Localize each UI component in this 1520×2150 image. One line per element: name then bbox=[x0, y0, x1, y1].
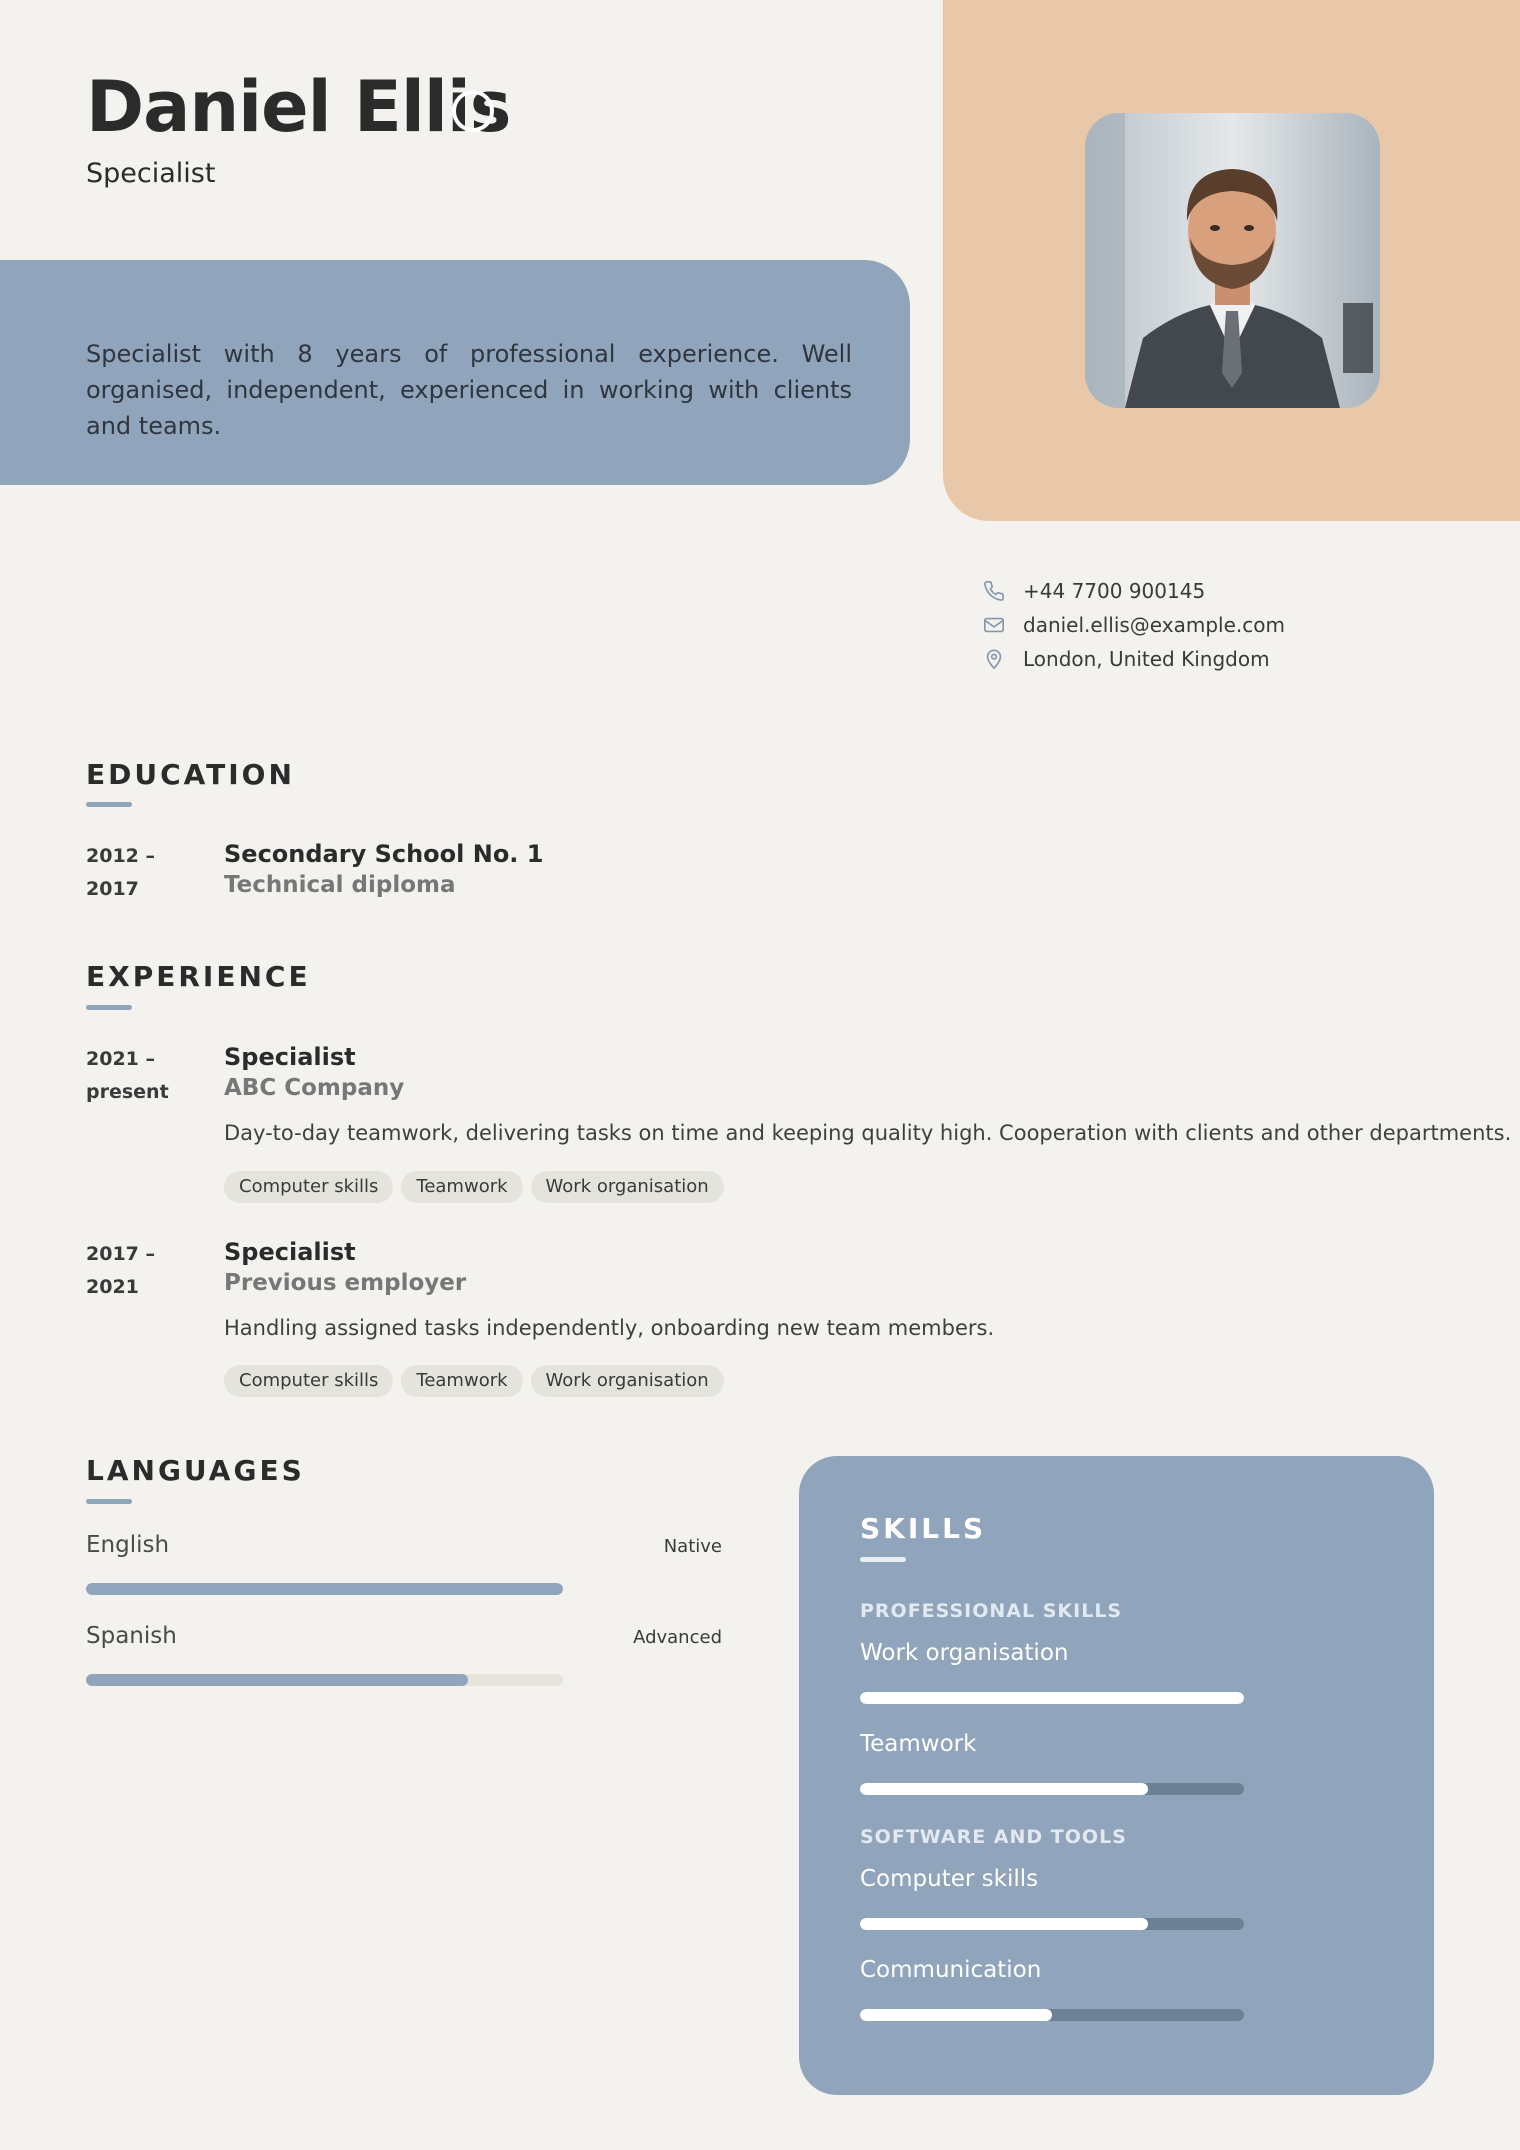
email-value[interactable]: daniel.ellis@example.com bbox=[1023, 613, 1285, 637]
candidate-name: Daniel Ellis bbox=[86, 66, 511, 148]
skill-bar bbox=[860, 1783, 1244, 1795]
education-school: Secondary School No. 1 bbox=[224, 840, 544, 868]
mail-icon bbox=[983, 614, 1005, 636]
education-degree: Technical diploma bbox=[224, 872, 456, 898]
summary-text: Specialist with 8 years of professional experience. Well organised, independent, experienced in working with clients and teams. bbox=[86, 340, 852, 440]
skill-bar bbox=[860, 1692, 1244, 1704]
skills-heading: SKILLS bbox=[860, 1512, 987, 1545]
experience-date bbox=[86, 1238, 206, 1304]
language-bar-fill bbox=[86, 1674, 468, 1686]
skill-tag: Teamwork bbox=[401, 1365, 522, 1397]
language-bar-fill bbox=[86, 1583, 563, 1595]
job-title: Specialist bbox=[224, 1238, 356, 1266]
job-description: Day-to-day teamwork, delivering tasks on time and keeping quality high. Cooperation with clients and other departments. bbox=[224, 1121, 1512, 1145]
skill-name: Computer skills bbox=[860, 1866, 1039, 1892]
skill-bar-fill bbox=[860, 2009, 1052, 2021]
job-tags bbox=[224, 1365, 724, 1397]
skills-panel bbox=[799, 1456, 1434, 2095]
skill-bar bbox=[860, 2009, 1244, 2021]
skill-bar-fill bbox=[860, 1783, 1148, 1795]
skill-bar-fill bbox=[860, 1918, 1148, 1930]
contact-location bbox=[983, 644, 1270, 674]
skill-name: Teamwork bbox=[860, 1731, 977, 1757]
location-value: London, United Kingdom bbox=[1023, 647, 1270, 671]
candidate-role: Specialist bbox=[86, 158, 216, 189]
language-name: Spanish bbox=[86, 1623, 177, 1649]
date-end: 2017 bbox=[86, 878, 139, 900]
skills-heading-underline bbox=[860, 1557, 906, 1562]
skill-bar-fill bbox=[860, 1692, 1244, 1704]
education-heading: EDUCATION bbox=[86, 758, 295, 791]
language-bar bbox=[86, 1583, 563, 1595]
education-date bbox=[86, 840, 206, 906]
skill-tag: Computer skills bbox=[224, 1171, 393, 1203]
contact-phone bbox=[983, 576, 1205, 606]
experience-heading-underline bbox=[86, 1005, 132, 1010]
phone-value[interactable]: +44 7700 900145 bbox=[1023, 579, 1206, 603]
language-name: English bbox=[86, 1532, 170, 1558]
job-description: Handling assigned tasks independently, onboarding new team members. bbox=[224, 1316, 995, 1340]
job-employer: Previous employer bbox=[224, 1270, 467, 1296]
skill-tag: Work organisation bbox=[531, 1171, 724, 1203]
skill-tag: Computer skills bbox=[224, 1365, 393, 1397]
profile-photo bbox=[1085, 113, 1380, 408]
skill-tag: Teamwork bbox=[401, 1171, 522, 1203]
experience-heading: EXPERIENCE bbox=[86, 960, 311, 993]
date-start: 2012 – bbox=[86, 845, 155, 867]
skill-name: Communication bbox=[860, 1957, 1042, 1983]
skill-group-label: SOFTWARE AND TOOLS bbox=[860, 1826, 1127, 1848]
skill-name: Work organisation bbox=[860, 1640, 1069, 1666]
language-bar bbox=[86, 1674, 563, 1686]
date-start: 2017 – bbox=[86, 1243, 155, 1265]
phone-icon bbox=[983, 580, 1005, 602]
skill-group-label: PROFESSIONAL SKILLS bbox=[860, 1600, 1123, 1622]
job-title: Specialist bbox=[224, 1043, 356, 1071]
experience-date bbox=[86, 1043, 206, 1109]
portrait-image bbox=[1085, 113, 1380, 408]
date-end: present bbox=[86, 1081, 169, 1103]
education-heading-underline bbox=[86, 802, 132, 807]
location-pin-icon bbox=[983, 648, 1005, 670]
date-end: 2021 bbox=[86, 1276, 139, 1298]
languages-heading-underline bbox=[86, 1499, 132, 1504]
contact-email bbox=[983, 610, 1285, 640]
skill-tag: Work organisation bbox=[531, 1365, 724, 1397]
skill-bar bbox=[860, 1918, 1244, 1930]
job-employer: ABC Company bbox=[224, 1075, 405, 1101]
language-level: Advanced bbox=[633, 1627, 722, 1648]
language-level: Native bbox=[663, 1536, 722, 1557]
decorative-circle bbox=[452, 90, 494, 132]
languages-heading: LANGUAGES bbox=[86, 1454, 305, 1487]
job-tags bbox=[224, 1171, 724, 1203]
date-start: 2021 – bbox=[86, 1048, 155, 1070]
